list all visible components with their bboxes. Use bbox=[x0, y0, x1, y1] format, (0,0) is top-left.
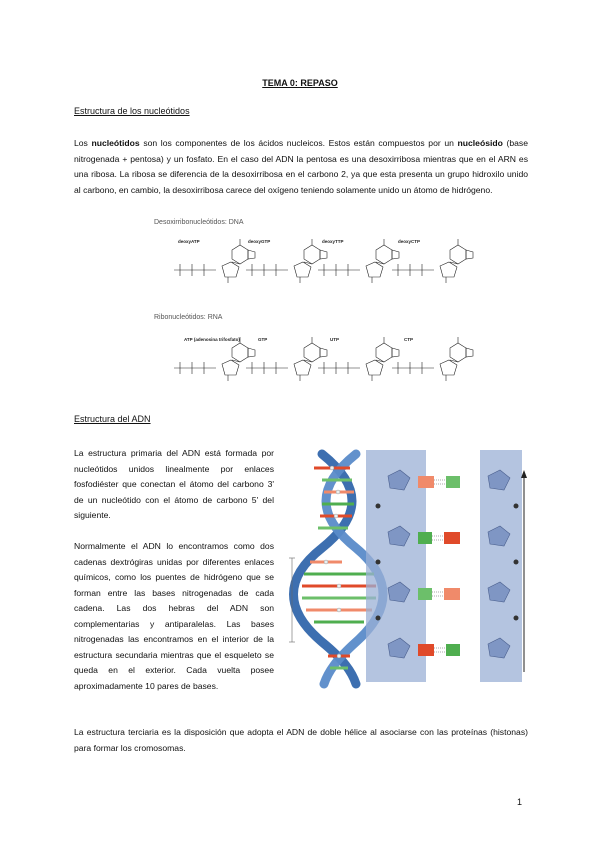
molecule-name: deoxyCTP bbox=[398, 239, 421, 244]
molecule-name: deoxyTTP bbox=[322, 239, 344, 244]
bold-term-nucleosido: nucleósido bbox=[457, 138, 503, 148]
bold-term-nucleotidos: nucleótidos bbox=[91, 138, 140, 148]
adn-paragraph-secondary: Normalmente el ADN lo encontramos como dos cadenas dextrógiras unidas por diferentes enlaces químicos, como los puentes de hidrógeno que se forman entre las bases nitrogenadas de cada cadena. Las dos hebras del ADN son complementarias y antiparalelas. Las bases nitrogenadas las encontramos en el interior de la estructura secundaria mientras que el esqueleto se queda en el exterior. Cada vuelta posee aproximadamente 10 pares de bases. bbox=[74, 541, 274, 691]
nucleotide-structure bbox=[318, 337, 399, 381]
nucleotide-structure bbox=[246, 239, 327, 283]
nucleotidos-paragraph: Los nucleótidos son los componentes de los ácidos nucleicos. Estos están compuestos por un nucleósido (base nitrogenada + pentosa) y un fosfato. En el caso del ADN la pentosa es una desoxirribosa mientras que en el ARN es una ribosa. La ribosa se diferencia de la desoxirribosa en el carbono 2, ya que esta presenta un grupo hidroxilo unido al carbono, en cambio, la desoxirribosa carece del oxígeno teniendo solamente unido un átomo de hidrógeno. bbox=[74, 138, 528, 195]
page-title: TEMA 0: REPASO bbox=[262, 78, 338, 88]
molecule-name: deoxyGTP bbox=[248, 239, 271, 244]
nucleotide-structure bbox=[174, 337, 255, 381]
molecule-name: CTP bbox=[404, 337, 413, 342]
nucleotide-structure bbox=[392, 239, 473, 283]
dna-figure-label: Desoxirribonucleótidos: DNA bbox=[154, 219, 244, 226]
nucleotide-structure bbox=[246, 337, 327, 381]
page-number: 1 bbox=[516, 797, 522, 807]
nucleotide-structure bbox=[174, 239, 255, 283]
molecule-name: ATP (adenosina trifosfato) bbox=[184, 337, 240, 342]
molecule-name: UTP bbox=[330, 337, 339, 342]
molecule-name: deoxyATP bbox=[178, 239, 200, 244]
molecule-name: GTP bbox=[258, 337, 268, 342]
nucleotide-structure bbox=[318, 239, 399, 283]
adn-paragraph-tertiary: La estructura terciaria es la disposición que adopta el ADN de doble hélice al asociarse con las proteínas (histonas) para formar los cromosomas. bbox=[74, 727, 528, 753]
nucleotide-structure bbox=[392, 337, 473, 381]
section-heading-adn: Estructura del ADN bbox=[74, 414, 151, 424]
rna-figure-label: Ribonucleótidos: RNA bbox=[154, 314, 223, 321]
section-heading-nucleotidos: Estructura de los nucleótidos bbox=[74, 106, 190, 116]
adn-paragraph-primary: La estructura primaria del ADN está formada por nucleótidos unidos linealmente por enlaces fosfodiéster que conectan el átomo del carbono 3' de un nucleótido con el átomo de carbono 5' del siguiente. bbox=[74, 448, 274, 520]
dna-double-helix-figure bbox=[284, 446, 534, 690]
